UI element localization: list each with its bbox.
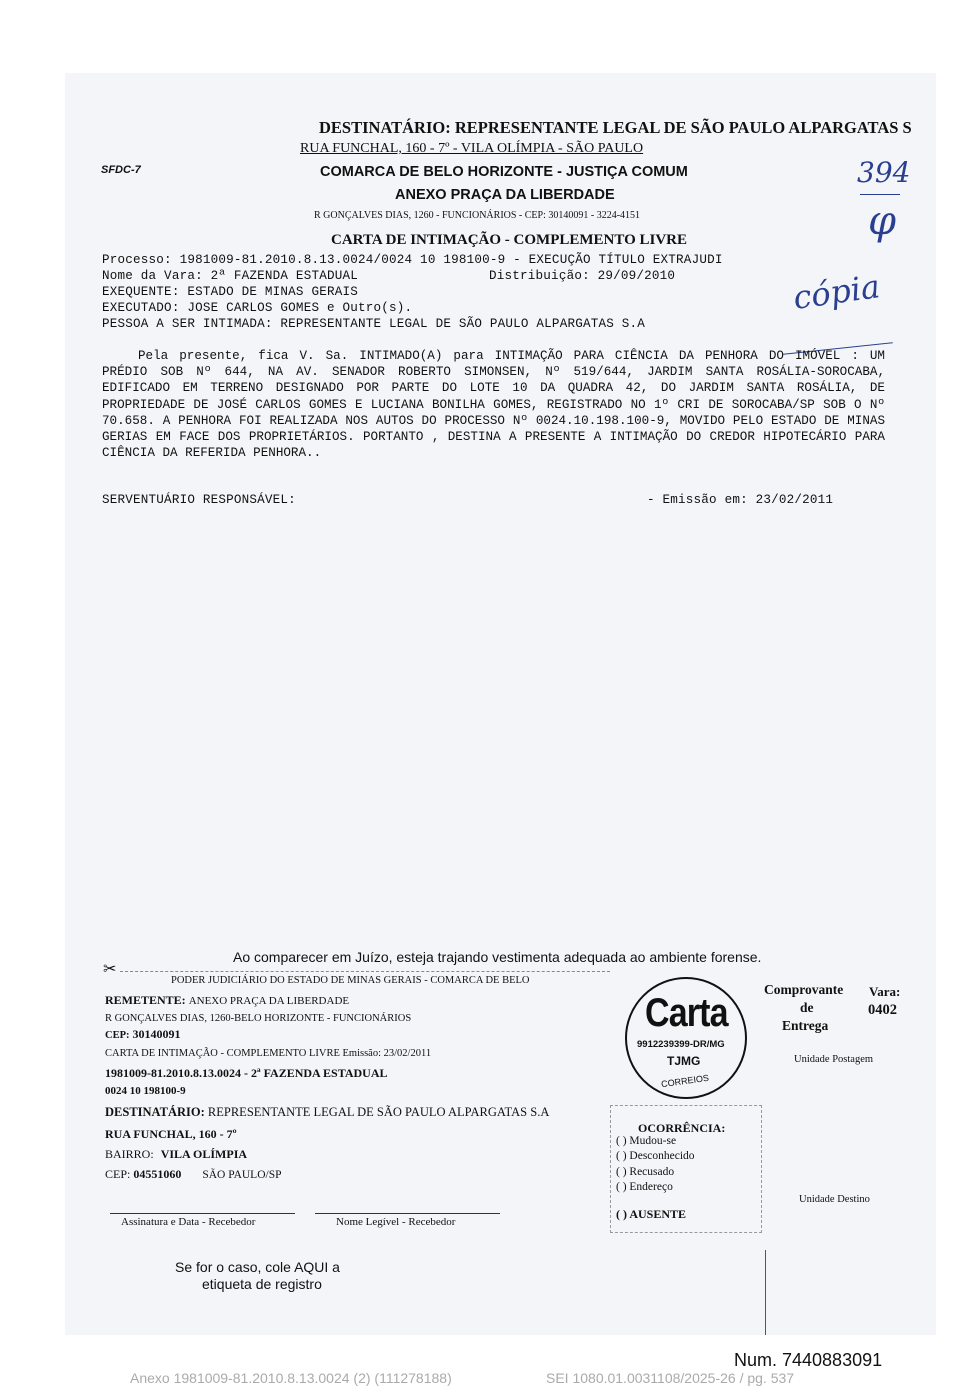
ocorrencia-ausente[interactable]: ( ) AUSENTE [616,1207,687,1221]
exequente-line: EXEQUENTE: ESTADO DE MINAS GERAIS [102,285,358,299]
remetente-row [105,993,349,1008]
receipt-street: RUA FUNCHAL, 160 - 7º [105,1127,237,1141]
executado-line: EXECUTADO: JOSE CARLOS GOMES e Outro(s). [102,301,413,315]
intimation-body: Pela presente, fica V. Sa. INTIMADO(A) para INTIMAÇÃO PARA CIÊNCIA DA PENHORA DO IMÓVEL : UM PRÉDIO SOB Nº 644, NA AV. SENADOR ROBERTO SIMONSEN, Nº 519/644, JARDIM SANTA ROSÁLIA-SOROCABA, EDIFICADO EM TERRENO DESIGNADO POR PARTE DO LOTE 10 DA QUADRA 42, DO JARDIM SANTA ROSÁLIA, DE PROPRIEDADE DE JOSÉ CARLOS GOMES E LUCIANA BONILHA GOMES, REGISTRADO NO 1º CRI DE SOROCABA/SP SOB O Nº 70.658. A PENHORA FOI REALIZADA NOS AUTOS DO PROCESSO Nº 0024.10.198.100-9, MOVIDO PELO ESTADO DE MINAS GERIAS EM FACE DOS PROPRIETÁRIOS. PORTANTO , DESTINA A PRESENTE A INTIMAÇÃO DO CREDOR HIPOTECÁRIO PARA CIÊNCIA DA REFERIDA PENHORA.. [102,349,885,461]
vara-label: Vara: [869,984,901,999]
remetente-cep: 30140091 [132,1027,181,1041]
remetente-cep-label: CEP: [105,1030,130,1041]
correios-stamp [625,977,747,1099]
receipt-processo-line-2: 0024 10 198100-9 [105,1085,186,1097]
vara-number: 0402 [868,1002,897,1018]
footer-anexo: Anexo 1981009-81.2010.8.13.0024 (2) (111278188) [130,1370,452,1386]
registration-label-hint-1: Se for o caso, cole AQUI a [175,1259,340,1275]
handwritten-copy-note: cópia [790,267,883,317]
poder-judiciario: PODER JUDICIÁRIO DO ESTADO DE MINAS GERAIS - COMARCA DE BELO [171,975,530,986]
stamp-word: Carta [645,991,728,1035]
receipt-cep-label: CEP: [105,1167,131,1181]
form-code: SFDC-7 [101,164,141,176]
receipt-bairro-row [105,1147,247,1162]
handwritten-mark: φ [868,198,897,244]
signature-date-label: Assinatura e Data - Recebedor [121,1216,256,1228]
ocorrencia-desconhecido[interactable]: ( ) Desconhecido [616,1150,695,1162]
handwritten-line [860,194,900,195]
stamp-code: 9912239399-DR/MG [637,1039,725,1050]
dress-code-notice: Ao comparecer em Juízo, esteja trajando vestimenta adequada ao ambiente forense. [233,949,762,965]
handwritten-page-number: 394 [857,156,911,189]
signature-line-name [315,1213,500,1214]
receipt-bairro-label: BAIRRO: [105,1147,154,1161]
header-address: RUA FUNCHAL, 160 - 7º - VILA OLÍMPIA - SÃO PAULO [300,141,644,156]
receipt-city: SÃO PAULO/SP [202,1169,282,1181]
comarca-title: COMARCA DE BELO HORIZONTE - JUSTIÇA COMUM [320,164,688,180]
ocorrencia-title: OCORRÊNCIA: [638,1121,726,1135]
receipt-processo-line: 1981009-81.2010.8.13.0024 - 2ª FAZENDA ESTADUAL [105,1066,388,1080]
remetente-cep-row [105,1027,181,1042]
receipt-cep-row [105,1167,282,1182]
document-number: Num. 7440883091 [734,1350,883,1370]
receipt-cep: 04551060 [133,1167,182,1181]
scissors-icon: ✂ [103,961,117,978]
receipt-destinatario: REPRESENTANTE LEGAL DE SÃO PAULO ALPARGATAS S.A [207,1105,550,1119]
signature-name-label: Nome Legível - Recebedor [336,1216,456,1228]
carta-emissao-line: CARTA DE INTIMAÇÃO - COMPLEMENTO LIVRE Emissão: 23/02/2011 [105,1048,432,1059]
processo-line: Processo: 1981009-81.2010.8.13.0024/0024 10 198100-9 - EXECUÇÃO TÍTULO EXTRAJUDI [102,253,723,267]
distribuicao-line: Distribuição: 29/09/2010 [489,269,676,283]
label-area-border [765,1250,766,1335]
stamp-carrier: CORREIOS [660,1072,710,1090]
vara-line: Nome da Vara: 2ª FAZENDA ESTADUAL [102,269,358,283]
receipt-destinatario-label: DESTINATÁRIO: [105,1105,205,1119]
receipt-destinatario-row [105,1105,549,1120]
emissao-date: - Emissão em: 23/02/2011 [647,493,834,507]
serventuario-label: SERVENTUÁRIO RESPONSÁVEL: [102,493,296,507]
stamp-org: TJMG [667,1054,701,1068]
ocorrencia-recusado[interactable]: ( ) Recusado [616,1166,675,1178]
unidade-postagem: Unidade Postagem [794,1054,874,1065]
pessoa-intimada-line: PESSOA A SER INTIMADA: REPRESENTANTE LEGAL DE SÃO PAULO ALPARGATAS S.A [102,317,646,331]
signature-line-date [110,1213,295,1214]
receipt-bairro: VILA OLÍMPIA [160,1147,248,1161]
scanned-document-page [65,73,936,1335]
remetente-value: ANEXO PRAÇA DA LIBERDADE [188,995,350,1007]
comprovante-title-1: Comprovante [764,982,844,997]
anexo-title: ANEXO PRAÇA DA LIBERDADE [395,187,615,203]
comprovante-title-3: Entrega [782,1018,829,1033]
footer-sei: SEI 1080.01.0031108/2025-26 / pg. 537 [546,1370,795,1386]
unidade-destino: Unidade Destino [799,1194,870,1205]
ocorrencia-mudou[interactable]: ( ) Mudou-se [616,1135,677,1147]
remetente-address: R GONÇALVES DIAS, 1260-BELO HORIZONTE - FUNCIONÁRIOS [105,1013,412,1024]
registration-label-hint-2: etiqueta de registro [202,1276,322,1292]
office-address: R GONÇALVES DIAS, 1260 - FUNCIONÁRIOS - CEP: 30140091 - 3224-4151 [314,210,641,221]
document-title: CARTA DE INTIMAÇÃO - COMPLEMENTO LIVRE [331,232,688,248]
cut-line [120,971,610,972]
comprovante-title-2: de [800,1000,814,1015]
header-destinatario: DESTINATÁRIO: REPRESENTANTE LEGAL DE SÃO PAULO ALPARGATAS S [319,118,912,137]
ocorrencia-endereco[interactable]: ( ) Endereço [616,1181,673,1193]
remetente-label: REMETENTE: [105,993,186,1007]
